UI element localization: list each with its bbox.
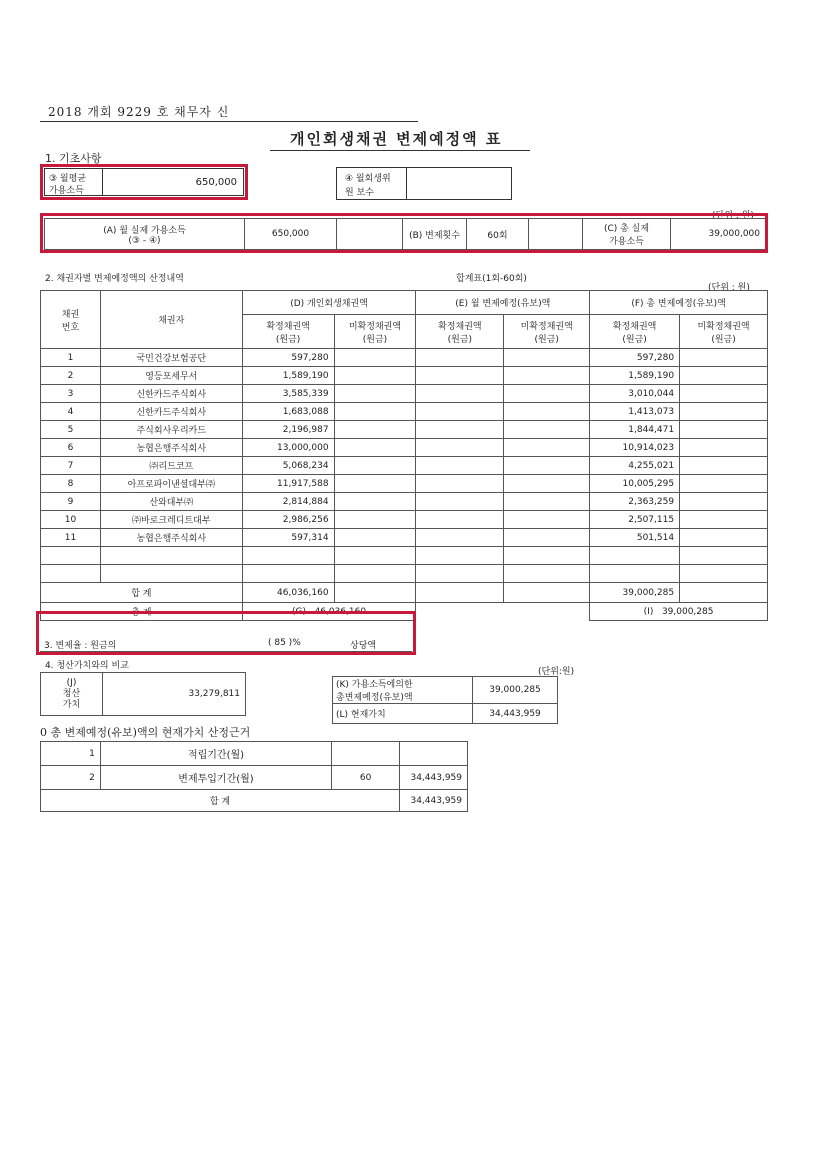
table-row (41, 511, 768, 529)
header-rule (40, 121, 418, 122)
present-no: 1 (41, 742, 101, 766)
section-4-heading: 4. 청산가치와의 비교 (45, 661, 129, 671)
unit-label-1: (단위 : 원) (712, 211, 754, 221)
table-row (41, 421, 768, 439)
row-total-unconfirmed (680, 439, 768, 457)
row-unconfirmed-claim (334, 349, 416, 367)
l-label: (L) 현재가치 (333, 704, 473, 724)
present-months (332, 742, 400, 766)
row-unconfirmed-claim (334, 367, 416, 385)
present-heading: 0 총 변제예정(유보)액의 현재가치 산정근거 (40, 726, 251, 739)
k-value: 39,000,285 (473, 677, 558, 704)
col-e-header: (E) 월 변제예정(유보)액 (416, 291, 590, 315)
present-sum-label: 합 계 (41, 790, 400, 812)
row-total-confirmed: 2,363,259 (590, 493, 680, 511)
section-2-heading: 2. 채권자별 변제예정액의 산정내역 (45, 274, 184, 284)
section-1-heading: 1. 기초사항 (45, 152, 102, 165)
rate-label: 3. 변제율 : 원금의 (44, 641, 117, 651)
table-row (41, 475, 768, 493)
row-total-unconfirmed (680, 349, 768, 367)
row-monthly-confirmed (416, 349, 504, 367)
sum-row (41, 583, 768, 603)
row-confirmed-claim: 2,986,256 (242, 511, 334, 529)
present-value (400, 742, 468, 766)
sub-d-unconfirmed: 미확정채권액 (원금) (334, 315, 416, 349)
row-total-unconfirmed (680, 529, 768, 547)
title-rule (270, 150, 530, 151)
empty-row (41, 547, 768, 565)
sum-f: 39,000,285 (590, 583, 680, 603)
row-confirmed-claim: 597,280 (242, 349, 334, 367)
row-total-confirmed: 4,255,021 (590, 457, 680, 475)
present-value-table (40, 741, 468, 812)
c-label: (C) 총 실제 가용소득 (583, 219, 671, 250)
a-label: (A) 월 실제 가용소득 (③ - ④) (45, 219, 245, 250)
rate-value: ( 85 )% (268, 638, 301, 648)
highlight-available-income (40, 213, 768, 253)
row-total-confirmed: 10,005,295 (590, 475, 680, 493)
row-monthly-unconfirmed (504, 349, 590, 367)
row-monthly-unconfirmed (504, 403, 590, 421)
col-f-header: (F) 총 변제예정(유보)액 (590, 291, 768, 315)
row-unconfirmed-claim (334, 493, 416, 511)
rate-suffix: 상당액 (350, 641, 377, 651)
unit-label-2: (단위 : 원) (708, 283, 750, 293)
row-total-confirmed: 3,010,044 (590, 385, 680, 403)
monthly-avg-value: 650,000 (195, 177, 237, 188)
row-monthly-unconfirmed (504, 529, 590, 547)
trustee-fee-box (336, 167, 512, 200)
creditor-table (40, 290, 768, 621)
row-monthly-confirmed (416, 493, 504, 511)
row-total-confirmed: 1,413,073 (590, 403, 680, 421)
col-no-header: 채권 번호 (41, 291, 101, 349)
row-monthly-confirmed (416, 385, 504, 403)
row-monthly-confirmed (416, 511, 504, 529)
row-total-unconfirmed (680, 511, 768, 529)
row-unconfirmed-claim (334, 421, 416, 439)
sub-f-confirmed: 확정채권액 (원금) (590, 315, 680, 349)
row-monthly-unconfirmed (504, 439, 590, 457)
g-cell: (G) 46,036,160 (242, 603, 416, 621)
row-total-unconfirmed (680, 385, 768, 403)
row-total-unconfirmed (680, 457, 768, 475)
row-total-unconfirmed (680, 493, 768, 511)
row-no: 11 (41, 529, 101, 547)
table-row (41, 493, 768, 511)
highlight-monthly-avg (40, 164, 248, 200)
row-no: 4 (41, 403, 101, 421)
present-row (41, 766, 468, 790)
page-title: 개인회생채권 변제예정액 표 (290, 130, 503, 148)
sub-f-unconfirmed: 미확정채권액 (원금) (680, 315, 768, 349)
row-creditor-name: 산와대부㈜ (100, 493, 242, 511)
row-monthly-unconfirmed (504, 511, 590, 529)
row-unconfirmed-claim (334, 475, 416, 493)
row-confirmed-claim: 597,314 (242, 529, 334, 547)
row-monthly-confirmed (416, 439, 504, 457)
k-label: (K) 가용소득에의한 총변제예정(유보)액 (333, 677, 473, 704)
row-monthly-unconfirmed (504, 367, 590, 385)
l-value: 34,443,959 (473, 704, 558, 724)
row-creditor-name: 아프로파이낸셜대부㈜ (100, 475, 242, 493)
row-creditor-name: 신한카드주식회사 (100, 385, 242, 403)
row-creditor-name: 농협은행주식회사 (100, 439, 242, 457)
row-monthly-confirmed (416, 475, 504, 493)
row-total-confirmed: 1,589,190 (590, 367, 680, 385)
col-name-header: 채권자 (100, 291, 242, 349)
row-no: 6 (41, 439, 101, 457)
row-total-unconfirmed (680, 421, 768, 439)
row-monthly-confirmed (416, 421, 504, 439)
row-creditor-name: 농협은행주식회사 (100, 529, 242, 547)
present-sum-value: 34,443,959 (400, 790, 468, 812)
c-value: 39,000,000 (671, 219, 766, 250)
row-monthly-unconfirmed (504, 421, 590, 439)
monthly-avg-label-1: ③ 월평균 (49, 174, 87, 184)
row-monthly-confirmed (416, 403, 504, 421)
row-creditor-name: 주식회사우리카드 (100, 421, 242, 439)
trustee-label-1: ④ 월회생위 (345, 174, 391, 184)
table-row (41, 457, 768, 475)
sum-label: 합 계 (41, 583, 243, 603)
present-sum-row (41, 790, 468, 812)
table-row (41, 529, 768, 547)
row-creditor-name: ㈜리드코프 (100, 457, 242, 475)
row-unconfirmed-claim (334, 457, 416, 475)
present-value-comparison-table (332, 676, 558, 724)
j-label: (J) 청산 가치 (41, 673, 103, 716)
unit-label-3: (단위:원) (538, 667, 575, 677)
row-monthly-unconfirmed (504, 385, 590, 403)
table-row (41, 439, 768, 457)
empty-row (41, 565, 768, 583)
trustee-label-2: 원 보수 (345, 188, 374, 198)
sub-e-confirmed: 확정채권액 (원금) (416, 315, 504, 349)
monthly-avg-label-2: 가용소득 (49, 186, 84, 196)
row-no: 3 (41, 385, 101, 403)
col-d-header: (D) 개인회생채권액 (242, 291, 416, 315)
table-row (41, 367, 768, 385)
row-total-confirmed: 2,507,115 (590, 511, 680, 529)
total-note: 합계표(1회-60회) (456, 274, 527, 284)
row-monthly-unconfirmed (504, 457, 590, 475)
row-unconfirmed-claim (334, 385, 416, 403)
table-row (41, 385, 768, 403)
present-months: 60 (332, 766, 400, 790)
row-confirmed-claim: 5,068,234 (242, 457, 334, 475)
row-monthly-confirmed (416, 529, 504, 547)
table-row (41, 349, 768, 367)
liquidation-value-table (40, 672, 246, 716)
row-monthly-confirmed (416, 457, 504, 475)
total-label: 총 계 (41, 603, 243, 621)
row-confirmed-claim: 1,683,088 (242, 403, 334, 421)
b-label: (B) 변제횟수 (403, 219, 467, 250)
sum-d: 46,036,160 (242, 583, 334, 603)
row-creditor-name: ㈜바로크레디트대부 (100, 511, 242, 529)
row-monthly-unconfirmed (504, 493, 590, 511)
sub-e-unconfirmed: 미확정채권액 (원금) (504, 315, 590, 349)
row-confirmed-claim: 13,000,000 (242, 439, 334, 457)
row-confirmed-claim: 11,917,588 (242, 475, 334, 493)
present-row (41, 742, 468, 766)
row-confirmed-claim: 1,589,190 (242, 367, 334, 385)
a-value: 650,000 (245, 219, 337, 250)
row-unconfirmed-claim (334, 403, 416, 421)
row-no: 1 (41, 349, 101, 367)
case-number: 2018 개회 9229 호 채무자 신 (48, 105, 230, 119)
row-total-confirmed: 1,844,471 (590, 421, 680, 439)
table-row (41, 403, 768, 421)
row-total-confirmed: 501,514 (590, 529, 680, 547)
row-total-unconfirmed (680, 475, 768, 493)
present-no: 2 (41, 766, 101, 790)
row-total-confirmed: 10,914,023 (590, 439, 680, 457)
row-no: 9 (41, 493, 101, 511)
row-confirmed-claim: 2,196,987 (242, 421, 334, 439)
row-creditor-name: 신한카드주식회사 (100, 403, 242, 421)
j-value: 33,279,811 (103, 673, 246, 716)
row-total-unconfirmed (680, 367, 768, 385)
present-value: 34,443,959 (400, 766, 468, 790)
row-no: 8 (41, 475, 101, 493)
row-unconfirmed-claim (334, 439, 416, 457)
row-no: 5 (41, 421, 101, 439)
sub-d-confirmed: 확정채권액 (원금) (242, 315, 334, 349)
row-no: 2 (41, 367, 101, 385)
row-no: 7 (41, 457, 101, 475)
row-unconfirmed-claim (334, 511, 416, 529)
row-confirmed-claim: 3,585,339 (242, 385, 334, 403)
row-monthly-confirmed (416, 367, 504, 385)
creditor-rows (41, 349, 768, 547)
row-total-confirmed: 597,280 (590, 349, 680, 367)
row-unconfirmed-claim (334, 529, 416, 547)
b-value: 60회 (467, 219, 529, 250)
i-cell: (I) 39,000,285 (590, 603, 768, 621)
present-label: 적립기간(월) (100, 742, 331, 766)
row-creditor-name: 영등포세무서 (100, 367, 242, 385)
row-no: 10 (41, 511, 101, 529)
highlight-total-rate (36, 611, 416, 655)
present-label: 변제투입기간(월) (100, 766, 331, 790)
row-confirmed-claim: 2,814,884 (242, 493, 334, 511)
row-total-unconfirmed (680, 403, 768, 421)
row-creditor-name: 국민건강보험공단 (100, 349, 242, 367)
row-monthly-unconfirmed (504, 475, 590, 493)
